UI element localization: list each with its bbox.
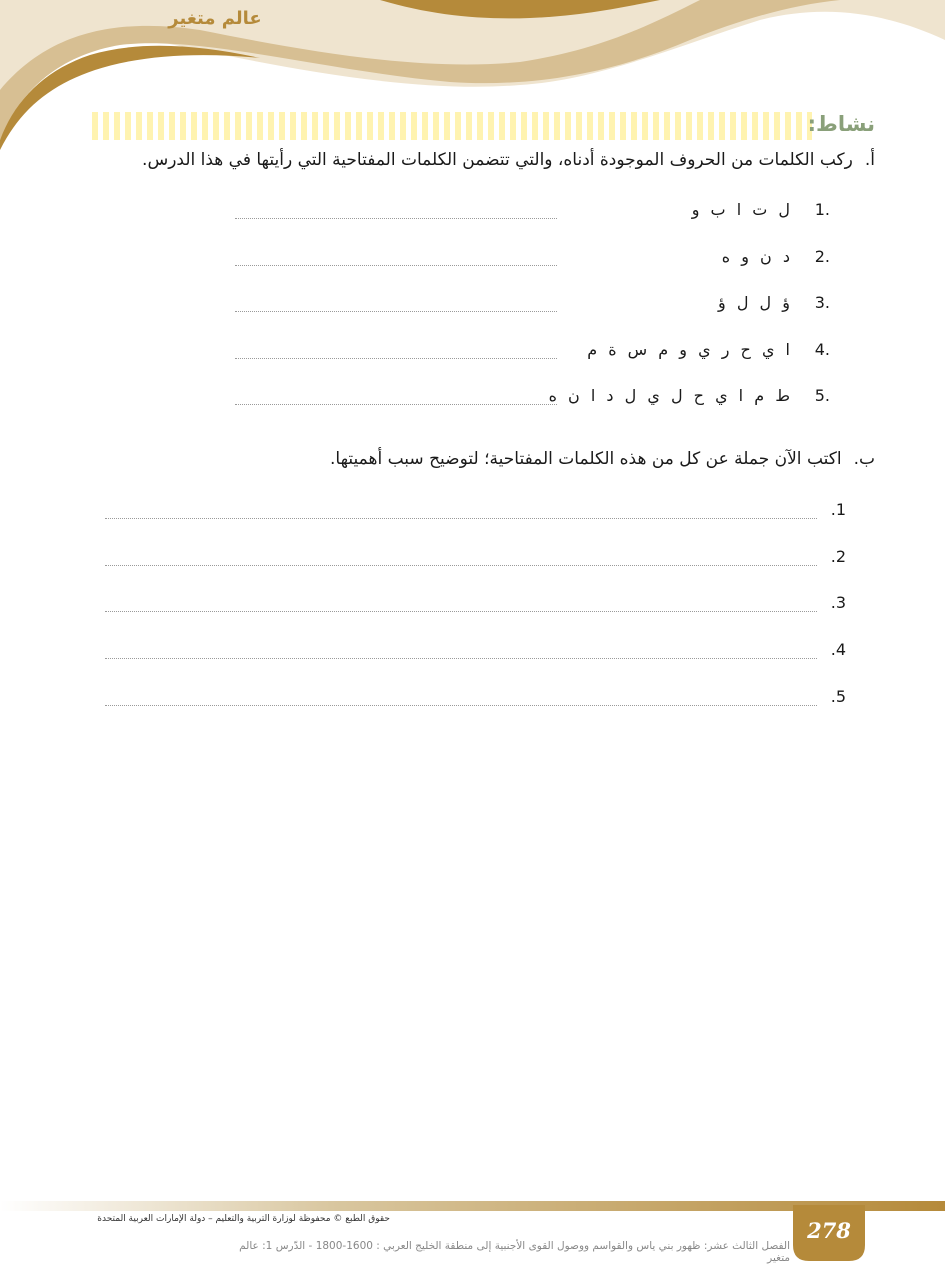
copyright-notice: حقوق الطبع © محفوظة لوزارة التربية والتعليم – دولة الإمارات العربية المتحدة xyxy=(97,1214,390,1224)
scrambled-letters: ؤ ل ل ؤ xyxy=(718,293,790,312)
scrambled-letters: ط م ا ي ح ل ي ل د ا ن ه xyxy=(548,386,790,405)
sentence-line[interactable] xyxy=(105,565,817,566)
item-number: 4. xyxy=(830,640,846,659)
sentence-line[interactable] xyxy=(105,611,817,612)
sentence-line[interactable] xyxy=(105,658,817,659)
part-a-item xyxy=(230,340,830,372)
scrambled-letters: ل ت ا ب و xyxy=(691,200,790,219)
answer-line[interactable] xyxy=(235,404,557,405)
item-number: 3. xyxy=(814,293,830,312)
activity-title: نشاط: xyxy=(807,112,875,136)
answer-line[interactable] xyxy=(235,265,557,266)
part-a-marker: أ. xyxy=(864,150,875,170)
sentence-line[interactable] xyxy=(105,705,817,706)
part-a-item xyxy=(230,386,830,418)
part-b-item xyxy=(100,500,850,532)
item-number: 2. xyxy=(814,247,830,266)
item-number: 1. xyxy=(830,500,846,519)
item-number: 4. xyxy=(814,340,830,359)
part-a-item xyxy=(230,200,830,232)
answer-line[interactable] xyxy=(235,358,557,359)
chapter-reference: الفصل الثالث عشر: ظهور بني ياس والقواسم ووصول القوى الأجنبية إلى منطقة الخليج العربي : 1600-1800 - الدّرس 1: عالم متغير xyxy=(239,1240,790,1264)
part-b-item xyxy=(100,687,850,719)
part-a-text: ركب الكلمات من الحروف الموجودة أدناه، والتي تتضمن الكلمات المفتاحية التي رأيتها في هذا الدرس. xyxy=(142,150,853,170)
item-number: 2. xyxy=(830,547,846,566)
item-number: 3. xyxy=(830,593,846,612)
part-b-item xyxy=(100,547,850,579)
part-b-text: اكتب الآن جملة عن كل من هذه الكلمات المفتاحية؛ لتوضيح سبب أهميتها. xyxy=(330,449,842,469)
activity-heading-stripe xyxy=(92,112,812,140)
page-number: 278 xyxy=(807,1218,851,1243)
answer-line[interactable] xyxy=(235,311,557,312)
part-b-item xyxy=(100,593,850,625)
part-a-item xyxy=(230,247,830,279)
part-b-marker: ب. xyxy=(853,449,875,469)
scrambled-letters: د ن و ه xyxy=(721,247,790,266)
part-a-item xyxy=(230,293,830,325)
header-title: عالم متغير xyxy=(168,8,262,29)
part-b-instruction xyxy=(330,449,875,469)
part-a-instruction xyxy=(142,150,875,170)
item-number: 5. xyxy=(830,687,846,706)
scrambled-letters: ا ي ح ر ي و م س ة م xyxy=(587,340,790,359)
answer-line[interactable] xyxy=(235,218,557,219)
item-number: 1. xyxy=(814,200,830,219)
part-b-item xyxy=(100,640,850,672)
item-number: 5. xyxy=(814,386,830,405)
sentence-line[interactable] xyxy=(105,518,817,519)
